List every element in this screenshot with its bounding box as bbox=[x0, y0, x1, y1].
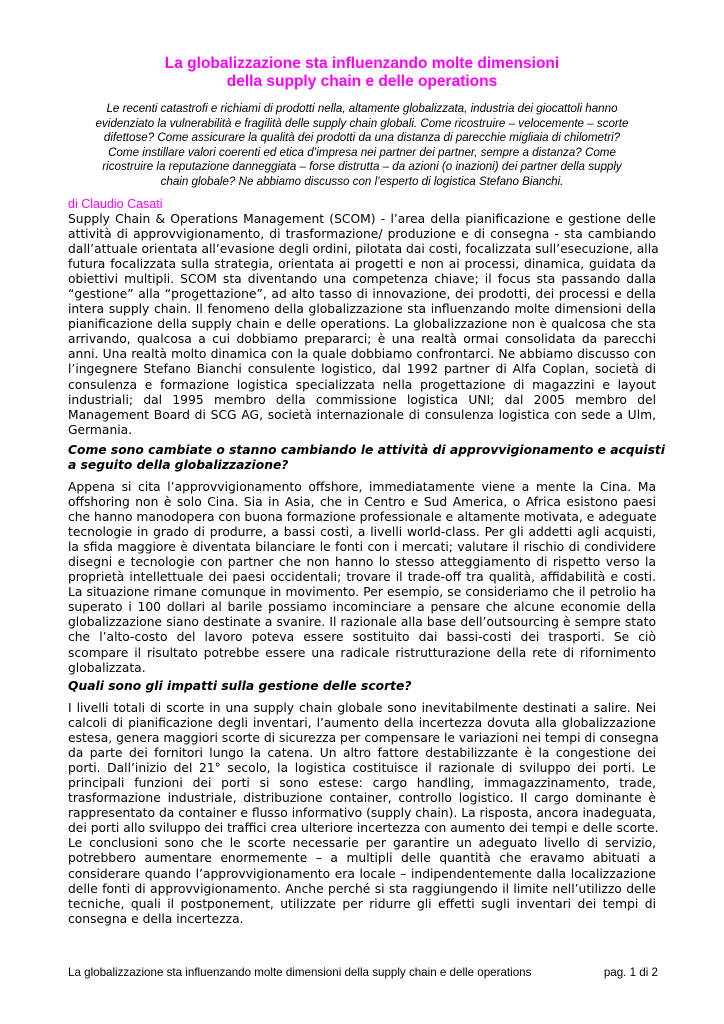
text-line: da parte dei fornitori lungo la catena. Un altro fattore destabilizzante è la congestione dei bbox=[68, 746, 656, 761]
answer-paragraph bbox=[68, 701, 659, 927]
text-line: difettose? Come assicurare la qualità dei prodotti da una distanza di parecchie migliaia di chilometri? bbox=[103, 131, 621, 145]
text-line: industriali; dal 1995 membro della commissione logistica UNI; dal 2005 membro del bbox=[68, 392, 656, 407]
footer-text: La globalizzazione sta influenzando molte dimensioni della supply chain e delle operations bbox=[68, 966, 532, 979]
text-line: rappresentato da container e flusso informativo (supply chain). La risposta, ancora inadeguata, bbox=[68, 806, 656, 821]
abstract bbox=[72, 102, 652, 190]
text-line: I livelli totali di scorte in una supply chain globale sono inevitabilmente destinati a salire. Nei bbox=[68, 701, 656, 715]
title-line: della supply chain e delle operations bbox=[226, 73, 498, 90]
text-line: obiettivi multipli. SCOM sta diventando una competenza chiave; il focus sta passando dalla bbox=[68, 272, 656, 287]
text-line: evidenziato la vulnerabilità e fragilità delle supply chain globali. Come ricostruire – velocemente – scorte bbox=[95, 116, 629, 130]
text-line: Come sono cambiate o stanno cambiando le attività di approvvigionamento e acquisti bbox=[68, 443, 666, 457]
text-line: porti. Dall’inizio del 21° secolo, la logistica costituisce il razionale di sviluppo dei porti. Le bbox=[68, 761, 656, 776]
text-line: estesa, genera maggiori scorte di sicurezza per compensare le variazioni nei tempi di consegna bbox=[68, 731, 659, 746]
text-line: Management Board di SCG AG, società internazionale di consulenza logistica con sede a Ulm, bbox=[68, 407, 656, 422]
text-line: futura focalizzata sulla strategia, orientata ai progetti e non ai processi, dinamica, guidata da bbox=[68, 257, 656, 272]
text-line: a seguito della globalizzazione? bbox=[68, 458, 289, 473]
text-line: principali funzioni dei porti si sono estese: cargo handling, immagazzinamento, trade, bbox=[68, 776, 656, 791]
text-line: arrivando, qualcosa a cui dobbiamo prepararci; è una realtà ormai consolidata da parecchi bbox=[68, 332, 656, 347]
text-line: tecniche, quali il postponement, utilizzate per ridurre gli effetti sugli inventari dei tempi di bbox=[68, 896, 656, 911]
text-line: Supply Chain & Operations Management (SCOM) - l’area della pianificazione e gestione delle bbox=[68, 212, 656, 226]
text-line: dall’attuale orientata all’evasione degli ordini, pilotata dai costi, focalizzata sull’esecuzione, alla bbox=[68, 242, 659, 257]
question-heading bbox=[68, 443, 666, 473]
text-line: globalizzazione siano destinate a svanire. Il razionale alla base dell’outsourcing è sempre stato bbox=[68, 615, 656, 630]
author-byline: di Claudio Casati bbox=[68, 197, 163, 211]
intro-paragraph bbox=[68, 212, 659, 438]
text-line: scompare il risultato potrebbe essere una radicale ristrutturazione della rete di rifornimento bbox=[68, 645, 656, 660]
document-title bbox=[60, 55, 664, 91]
text-line: Appena si cita l’approvvigionamento offshore, immediatamente viene a mente la Cina. Ma bbox=[68, 480, 656, 494]
text-line: “gestione” alla “progettazione”, ad alto tasso di innovazione, dei prodotti, dei processi e della bbox=[68, 287, 656, 302]
text-line: Le recenti catastrofi e richiami di prodotti nella, altamente globalizzata, industria dei giocattoli hanno bbox=[106, 102, 618, 115]
text-line: proprietà intellettuale dei paesi occidentali; trovare il trade-off tra qualità, affidabilità e costi. bbox=[68, 570, 656, 585]
page-footer bbox=[68, 966, 658, 979]
text-line: potrebbero aumentare enormemente – a multipli delle quantità che eravamo abituati a bbox=[68, 851, 656, 866]
text-line: Quali sono gli impatti sulla gestione delle scorte? bbox=[68, 679, 412, 693]
text-line: Germania. bbox=[68, 422, 133, 437]
text-line: ricostruire la reputazione danneggiata – forse distrutta – da azioni (o inazioni) dei partner della supply bbox=[102, 160, 622, 174]
text-line: calcoli di pianificazione degli inventari, l’aumento della incertezza dovuta alla globalizzazione bbox=[68, 716, 656, 731]
text-line: pianificazione della supply chain e delle operations. La globalizzazione non è qualcosa che sta bbox=[68, 317, 656, 332]
text-line: globalizzata. bbox=[68, 660, 146, 675]
text-line: anni. Una realtà molto dinamica con la quale dobbiamo confrontarci. Ne abbiamo discusso con bbox=[68, 347, 656, 362]
text-line: dei porti allo sviluppo dei traffici crea ulteriore incertezza con aumento dei tempi e delle scorte. bbox=[68, 821, 659, 836]
text-line: offshoring non è solo Cina. Sia in Asia, che in Centro e Sud America, o Africa esistono paesi bbox=[68, 495, 656, 510]
text-line: disegni e tecnologie con partner che non hanno lo stesso atteggiamento di rispetto verso la bbox=[68, 555, 656, 570]
text-line: delle fonti di approvvigionamento. Anche perché si sta raggiungendo il limite nell’utilizzo delle bbox=[68, 881, 656, 896]
text-line: trasformazione industriale, distribuzione container, controllo logistico. Il cargo dominante è bbox=[68, 791, 656, 806]
question-heading bbox=[68, 679, 656, 694]
text-line: Le conclusioni sono che le scorte necessarie per garantire un adeguato livello di servizio, bbox=[68, 836, 656, 851]
text-line: La situazione rimane comunque in movimento. Per esempio, se consideriamo che il petrolio ha bbox=[68, 585, 656, 600]
text-line: l’ingegnere Stefano Bianchi consulente logistico, dal 1992 partner di Alfa Coplan, società di bbox=[68, 362, 656, 377]
text-line: che l’alto-costo del lavoro poteva essere sostituito dai bassi-costi dei trasporti. Se ciò bbox=[68, 630, 656, 645]
title-line: La globalizzazione sta influenzando molte dimensioni bbox=[164, 55, 560, 72]
text-line: attività di approvvigionamento, di trasformazione/ produzione e di consegna - sta cambiando bbox=[68, 227, 656, 242]
text-line: chain globale? Ne abbiamo discusso con l’esperto di logistica Stefano Bianchi. bbox=[160, 174, 564, 188]
text-line: intera supply chain. Il fenomeno della globalizzazione sta influenzando molte dimensioni della bbox=[68, 302, 656, 317]
text-line: superato i 100 dollari al barile possiamo incominciare a pensare che alcune economie della bbox=[68, 600, 656, 615]
answer-paragraph bbox=[68, 480, 656, 676]
text-line: considerare quando l’approvvigionamento era locale – indipendentemente dalla localizzazione bbox=[68, 866, 656, 881]
text-line: che hanno manodopera con buona formazione professionale e altamente motivata, e adeguate bbox=[68, 510, 657, 525]
text-line: Come instillare valori coerenti ed etica d’impresa nei partner dei partner, sempre a distanza? Come bbox=[108, 145, 616, 159]
page-number: pag. 1 di 2 bbox=[603, 966, 658, 979]
text-line: consegna e della incertezza. bbox=[68, 911, 244, 926]
text-line: tecnologie in grado di produrre, a bassi costi, a livelli world-class. Per gli addetti agli acquisti, bbox=[68, 525, 656, 540]
text-line: consulenza e formazione logistica specializzata nella progettazione di magazzini e layout bbox=[68, 377, 656, 392]
text-line: la sfida maggiore è diventata bilanciare le fonti con i mercati; valutare il rischio di condividere bbox=[68, 540, 656, 555]
